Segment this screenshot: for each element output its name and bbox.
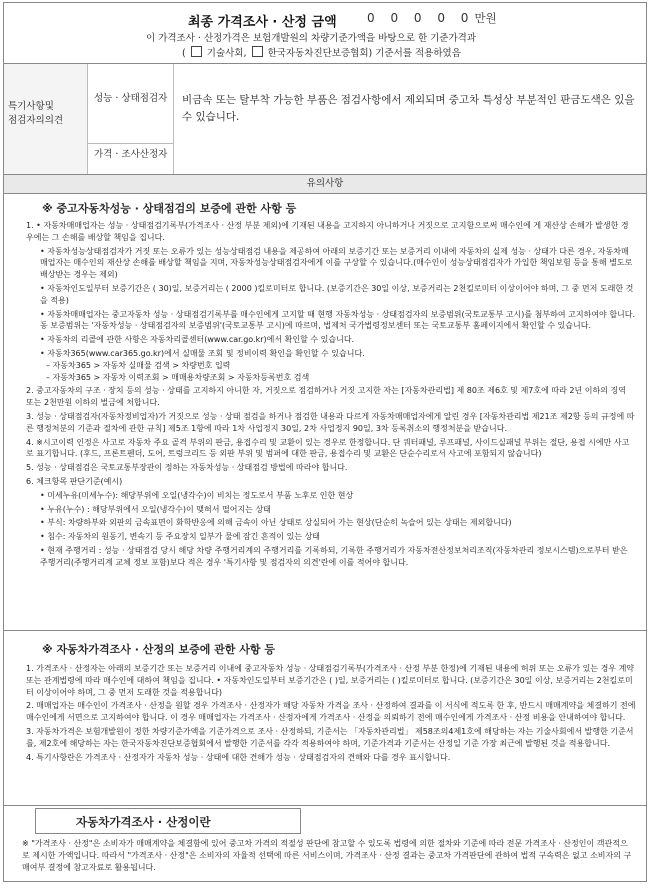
list-item: 3. 성능 · 상태점검자(자동차정비업자)가 거짓으로 성능 · 상태 점검을 하거나 점검한 내용과 다르게 자동차매매업자에게 알린 경우 [자동차관리법 제21조 제2항 등의 규정에 따른 행정처분의 기준과 절차에 관한 규칙] 제5조 1항에 따라 1차 사업정지 30일, 2차 사업정지 90일, 3차 등록취소의 행정처분을 받습니다. (26, 411, 635, 433)
list-item: 2. 중고자동차의 구조 · 장치 등의 성능 · 상태를 고지하지 아니한 자, 거짓으로 점검하거나 거짓 고지한 자는 [자동차관리법] 제 80조 제6호 및 제7호에 따라 2년 이하의 징역 또는 2천만원 이하의 벌금에 처합니다. (26, 386, 626, 408)
list-item: • 미세누유(미세누수): 해당부위에 오일(냉각수)이 비치는 정도로서 부품 노후로 인한 현상 (40, 490, 354, 500)
list-item: 3. 자동차가격은 보험개발원이 정한 차량기준가액을 기준가격으로 조사 · 산정하되, 기준서는 「자동차관리법」 제58조의4제1호에 해당하는 자는 기술사회에서 발행한 기준서를, 제2호에 해당하는 자는 한국자동차진단보증협회에서 발행한 기준서를 각각 적용하여야 하며, 기준가격과 기준서는 산정일 기준 가장 최근에 발행된 것을 적용합니다. (26, 726, 634, 748)
inspector-label: 성능 · 상태점검자 (88, 64, 174, 144)
list-item: 6. 체크항목 판단기준(예시) (26, 476, 123, 486)
appraiser-label: 가격 · 조사산정자 (88, 144, 174, 174)
checkbox-kadi[interactable] (252, 46, 263, 57)
section2-title: ※ 자동차가격조사 · 산정의 보증에 관한 사항 등 (42, 643, 275, 656)
list-item: • 자동차매매업자는 중고자동차 성능 · 상태점검기록부를 매수인에게 고지할 때 현행 자동차성능 · 상태점검자의 보증범위(국토교통부 고시)를 첨부하여 고지하여야 합니다. 동 보증범위는 '자동차성능 · 상태점검자의 보증범위'(국토교통부 고시)에 따르며, 법제처 국가법령정보센터 또는 국토교통부 홈페이지에서 확인할 수 있습니다. (40, 309, 636, 331)
list-item: • 현재 주행거리 : 성능 · 상태점검 당시 해당 차량 주행거리계의 주행거리를 기록하되, 기록한 주행거리가 자동차전산정보처리조직(자동차관리 정보시스템)으로부터 받은 주행거리(주행거리계 교체 정보 포함)보다 적은 경우 '특기사항 및 점검자의 의견'란에 이를 적어야 합니다. (40, 545, 628, 567)
list-item: – 자동차365 > 자동차 실매물 검색 > 차량번호 입력 (46, 360, 231, 370)
amount-field (367, 10, 497, 26)
list-item: 4. ※시고이력 인정은 사고로 자동차 주요 골격 부위의 판금, 용접수리 및 교환이 있는 경우로 한정합니다. 단 쿼터패널, 루프패널, 사이드실패널 부위는 절단, 용접 시에만 사고로 표기합니다. (후드, 프론트펜더, 도어, 트렁크리드 등 외판 부위 및 범퍼에 대한 판금, 용접수리 및 교환은 단순수리로서 사고에 포함되지 않습니다) (26, 437, 630, 459)
list-item: • 누유(누수) : 해당부위에서 오일(냉각수)이 맺혀서 떨어지는 상태 (40, 504, 271, 514)
definition-title: 자동차가격조사 · 산정이란 (35, 808, 301, 834)
list-item: • 자동차365(www.car365.go.kr)에서 실매물 조회 및 정비이력 확인을 확인할 수 있습니다. (40, 348, 365, 358)
section1-body (26, 220, 636, 571)
appraiser-opinion[interactable] (182, 144, 637, 174)
document-page (3, 2, 647, 882)
list-item: 4. 특기사항란은 가격조사 · 산정자가 자동차 성능 · 상태에 대한 견해가 성능 · 상태점검자의 견해와 다를 경우 표시합니다. (26, 752, 451, 762)
appraisal-warranty-section (4, 631, 646, 831)
price-basis-text: 이 가격조사 · 산정가격은 보험개발원의 차량기준가액을 바탕으로 한 기준가격과 (146, 33, 477, 44)
list-item: • 침수: 자동차의 원동기, 변속기 등 주요장치 일부가 물에 잠긴 흔적이 있는 상태 (40, 532, 321, 542)
special-remarks-section (4, 64, 646, 175)
special-remarks-label: 특기사항및 점검자의의견 (4, 64, 88, 174)
amount-unit: 만원 (474, 11, 497, 25)
list-item: • 자동차성능상태점검자가 거짓 또는 오류가 있는 성능상태점검 내용을 제공하여 아래의 보증기간 또는 보증거리 이내에 자동차의 실제 성능 · 상태가 다른 경우, 자동차매매업자는 매수인의 재산상 손해를 배상할 책임을 지며, 자동차성능상태점검자에게 이를 구상할 수 있습니다.(매수인이 성능상태점검자가 가입한 책임보험 등을 통해 별도로 배상받는 경우는 제외) (40, 246, 633, 280)
list-item: – 자동차365 > 자동차 이력조회 > 매매용차량조회 > 자동차등록번호 검색 (46, 372, 310, 382)
inspection-warranty-section (4, 194, 646, 631)
list-item: 2. 매매업자는 매수인이 가격조사 · 산정을 원할 경우 가격조사 · 산정자가 해당 자동차 가격을 조사 · 산정하여 결과를 이 서식에 적도록 한 후, 반드시 매매계약을 체결하기 전에 매수인에게 서면으로 고지하여야 합니다. 이 경우 매매업자는 가격조사 · 산정자에게 가격조사 · 산정을 의뢰하기 전에 매수인에게 가격조사 · 산정 비용을 안내하여야 합니다. (26, 701, 636, 723)
standard-options: ( 기술사회, 한국자동차진단보증협회) 기준서를 적용하였음 (182, 48, 461, 59)
list-item: 1. 가격조사 · 산정자는 아래의 보증기간 또는 보증거리 이내에 중고자동차 성능 · 상태점검기록부(가격조사 · 산정 부분 한정)에 기재된 내용에 허위 또는 오류가 있는 경우 계약 또는 관계법령에 따라 매수인에 대하여 책임을 집니다. • 자동차인도일부터 보증기간은 ( )일, 보증거리는 ( )킬로미터로 합니다. (보증기간은 30일 이상, 보증거리는 2천킬로미터 이상이어야 하며, 그 중 먼저 도래한 것을 적용합니다) (26, 664, 635, 697)
notice-header: 유의사항 (4, 175, 646, 194)
list-item: • 자동차인도일부터 보증기간은 ( 30)일, 보증거리는 ( 2000 )킬로미터로 합니다. (보증기간은 30일 이상, 보증거리는 2천킬로미터 이상이어야 하며, 그 중 먼저 도래한 것을 적용) (40, 283, 634, 305)
checkbox-tech-society[interactable] (191, 46, 202, 57)
section2-body (26, 663, 636, 765)
inspector-opinion: 비금속 또는 탈부착 가능한 부품은 점검사항에서 제외되며 중고차 특성상 부분적인 판금도색은 있을 수 있습니다. (182, 94, 635, 123)
list-item: 1. • 자동차매매업자는 성능 · 상태점검기록부(가격조사 · 산정 부분 제외)에 기재된 내용을 고지하지 아니하거나 거짓으로 고지함으로써 매수인에 게 재산상 손해가 발생한 경우에는 그 손해를 배상할 책임을 집니다. (26, 221, 629, 242)
amount-digits: 0 0 0 0 0 (367, 11, 475, 25)
list-item: • 자동차의 리콜에 관한 사항은 자동차리콜센터(www.car.go.kr)에서 확인할 수 있습니다. (40, 335, 355, 345)
list-item: 5. 성능 · 상태점검은 국토교통부장관이 정하는 자동차성능 · 상태점검 방법에 따라야 합니다. (26, 463, 348, 473)
divider (4, 805, 646, 806)
price-header (4, 3, 646, 64)
section1-title: ※ 중고자동차성능 · 상태점검의 보증에 관한 사항 등 (42, 202, 297, 215)
definition-text: ※ "가격조사 · 산정"은 소비자가 매매계약을 체결함에 있어 중고차 가격의 적절성 판단에 참고할 수 있도록 법령에 의한 절차와 기준에 따라 전문 가격조사 · 산정인이 객관적으로 제시한 가액입니다. 따라서 "가격조사 · 산정"은 소비자의 자율적 선택에 따른 서비스이며, 가격조사 · 산정 결과는 중고차 가격판단에 관하여 법적 구속력은 없고 소비자의 구매여부 결정에 참고자료로 활용됩니다. (22, 839, 632, 872)
final-price-title: 최종 가격조사 · 산정 금액 (188, 15, 337, 30)
list-item: • 부식: 차량하부와 외판의 금속표면이 화학반응에 의해 금속이 아닌 상태로 상실되어 가는 현상(단순히 녹슬어 있는 상태는 제외합니다) (40, 518, 512, 528)
